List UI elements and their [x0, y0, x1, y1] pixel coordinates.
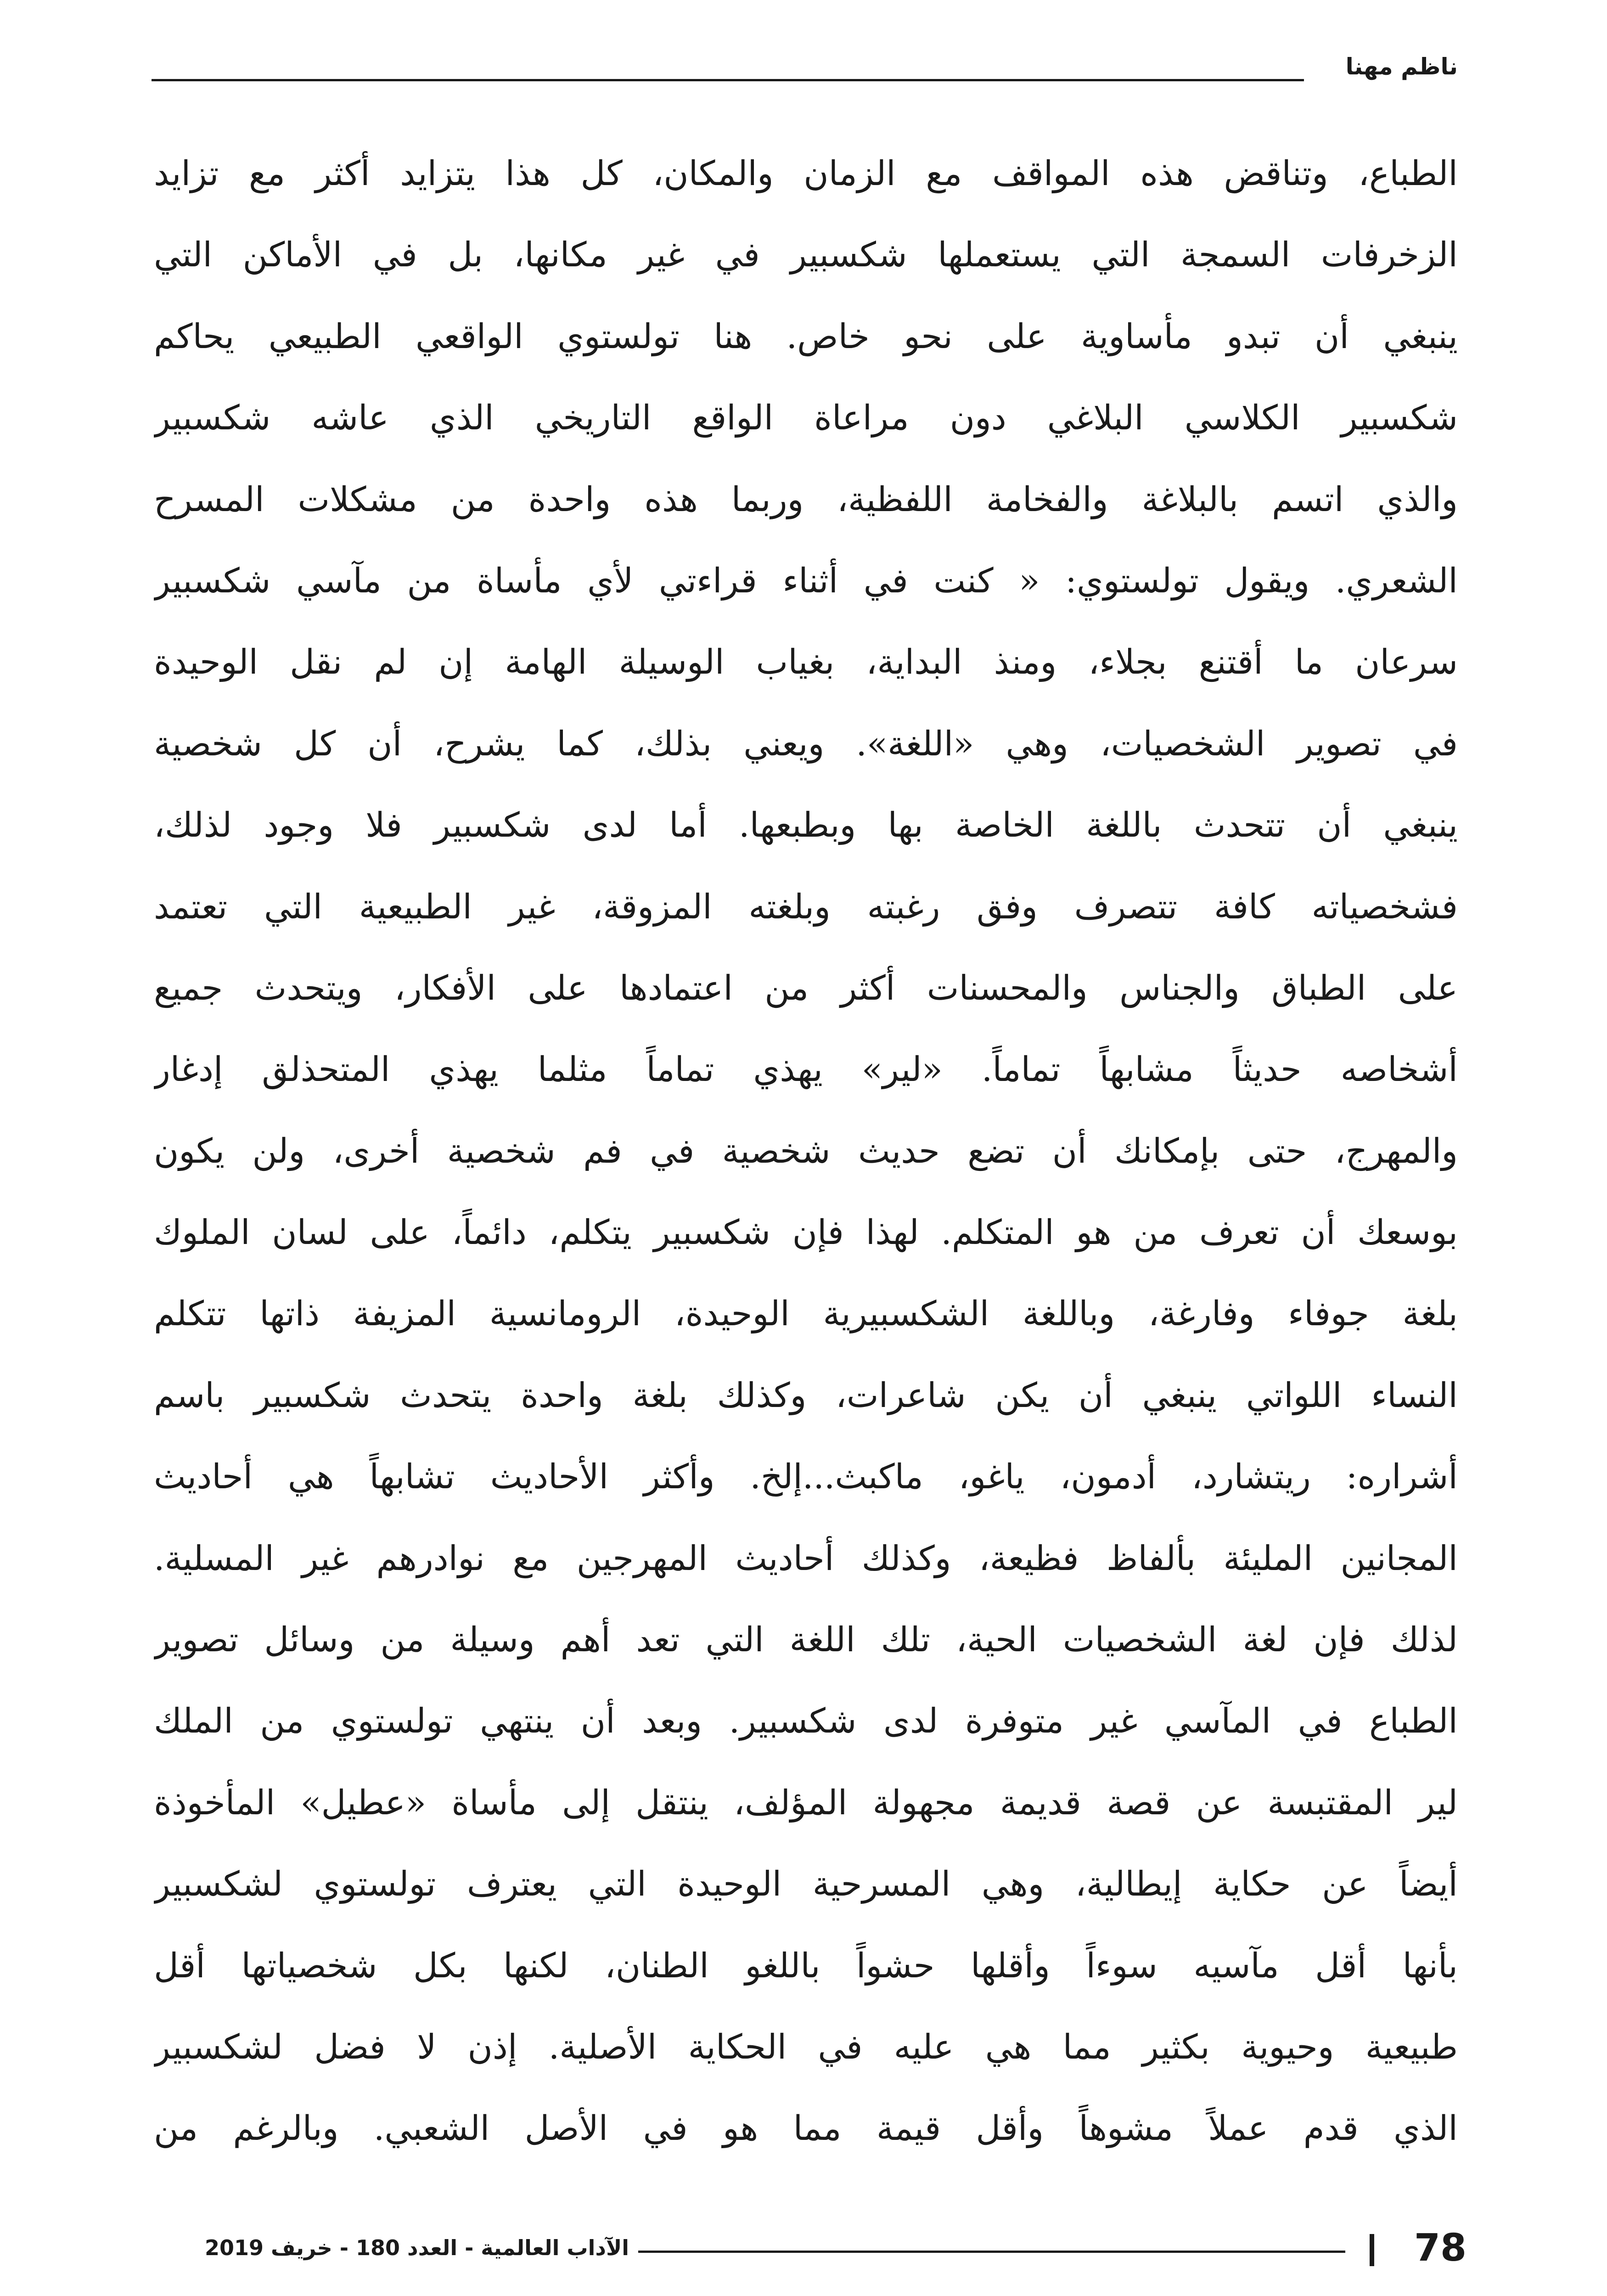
- page-number: 78: [1414, 2226, 1467, 2270]
- running-header-author: ناظم مهنا: [1345, 53, 1458, 80]
- body-line: لذلك فإن لغة الشخصيات الحية، تلك اللغة التي تعد أهم وسيلة من وسائل تصوير: [154, 1620, 1458, 1660]
- body-line: أشراره: ريتشارد، أدمون، ياغو، ماكبث...إلخ. وأكثر الأحاديث تشابهاً هي أحاديث: [154, 1457, 1458, 1497]
- body-line: الذي قدم عملاً مشوهاً وأقل قيمة مما هو في الأصل الشعبي. وبالرغم من: [154, 2109, 1458, 2149]
- header-rule: [152, 79, 1304, 81]
- footer-journal-info: الآداب العالمية - العدد 180 - خريف 2019: [204, 2235, 629, 2260]
- article-body: [154, 133, 1458, 2170]
- body-line: فشخصياته كافة تتصرف وفق رغبته وبلغته المزوقة، غير الطبيعية التي تعتمد: [154, 887, 1458, 927]
- body-line: ينبغي أن تتحدث باللغة الخاصة بها وبطبعها. أما لدى شكسبير فلا وجود لذلك،: [154, 805, 1458, 845]
- body-line: الشعري. ويقول تولستوي: « كنت في أثناء قراءتي لأي مأساة من مآسي شكسبير: [154, 561, 1458, 601]
- body-line: بلغة جوفاء وفارغة، وباللغة الشكسبيرية الوحيدة، الرومانسية المزيفة ذاتها تتكلم: [154, 1294, 1458, 1334]
- body-line: في تصوير الشخصيات، وهي «اللغة». ويعني بذلك، كما يشرح، أن كل شخصية: [154, 724, 1458, 764]
- body-line: الطباع، وتناقض هذه المواقف مع الزمان والمكان، كل هذا يتزايد أكثر مع تزايد: [154, 154, 1458, 193]
- body-line: المجانين المليئة بألفاظ فظيعة، وكذلك أحاديث المهرجين مع نوادرهم غير المسلية.: [154, 1538, 1458, 1578]
- body-line: سرعان ما أقتنع بجلاء، ومنذ البداية، بغياب الوسيلة الهامة إن لم نقل الوحيدة: [154, 642, 1458, 682]
- body-line: على الطباق والجناس والمحسنات أكثر من اعتمادها على الأفكار، ويتحدث جميع: [154, 968, 1458, 1008]
- body-line: ينبغي أن تبدو مأساوية على نحو خاص. هنا تولستوي الواقعي الطبيعي يحاكم: [154, 316, 1458, 356]
- body-line: والمهرج، حتى بإمكانك أن تضع حديث شخصية في فم شخصية أخرى، ولن يكون: [154, 1131, 1458, 1171]
- footer-rule: [638, 2251, 1345, 2253]
- body-line: النساء اللواتي ينبغي أن يكن شاعرات، وكذلك بلغة واحدة يتحدث شكسبير باسم: [154, 1375, 1458, 1415]
- body-line: والذي اتسم بالبلاغة والفخامة اللفظية، وربما هذه واحدة من مشكلات المسرح: [154, 479, 1458, 519]
- body-line: الطباع في المآسي غير متوفرة لدى شكسبير. وبعد أن ينتهي تولستوي من الملك: [154, 1701, 1458, 1741]
- body-line: أشخاصه حديثاً مشابهاً تماماً. «لير» يهذي تماماً مثلما يهذي المتحذلق إدغار: [154, 1050, 1458, 1090]
- body-line: أيضاً عن حكاية إيطالية، وهي المسرحية الوحيدة التي يعترف تولستوي لشكسبير: [154, 1864, 1458, 1904]
- body-line: بأنها أقل مآسيه سوءاً وأقلها حشواً باللغو الطنان، لكنها بكل شخصياتها أقل: [154, 1946, 1458, 1986]
- body-line: شكسبير الكلاسي البلاغي دون مراعاة الواقع التاريخي الذي عاشه شكسبير: [154, 398, 1458, 438]
- body-line: طبيعية وحيوية بكثير مما هي عليه في الحكاية الأصلية. إذن لا فضل لشكسبير: [154, 2027, 1458, 2067]
- body-line: بوسعك أن تعرف من هو المتكلم. لهذا فإن شكسبير يتكلم، دائماً، على لسان الملوك: [154, 1213, 1458, 1253]
- footer-separator: [1370, 2234, 1374, 2266]
- body-line: لير المقتبسة عن قصة قديمة مجهولة المؤلف، ينتقل إلى مأساة «عطيل» المأخوذة: [154, 1783, 1458, 1823]
- body-line: الزخرفات السمجة التي يستعملها شكسبير في غير مكانها، بل في الأماكن التي: [154, 235, 1458, 275]
